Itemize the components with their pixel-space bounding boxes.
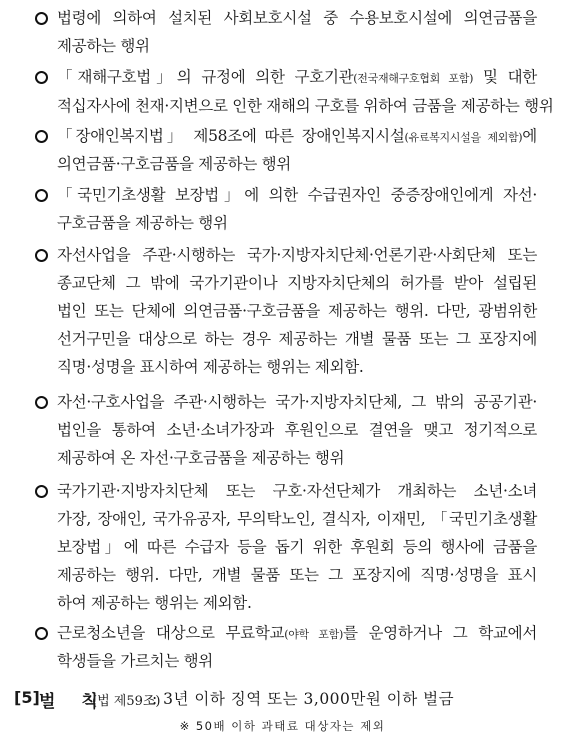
item-line: 하여 제공하는 행위는 제외함. (57, 594, 252, 612)
item-line: 「재해구호법」의 규정에 의한 구호기관(전국재해구호협회 포함) 및 대한 (57, 68, 537, 86)
law-reference: (법 제59조) (92, 694, 161, 709)
item-line: 구호금품을 제공하는 행위 (57, 214, 228, 232)
item-line: 법령에 의하여 설치된 사회보호시설 중 수용보호시설에 의연금품을 (57, 9, 537, 27)
circle-bullet-icon (35, 12, 48, 25)
item-line: 직명·성명을 표시하여 제공하는 행위는 제외함. (57, 358, 364, 376)
item-line: 「장애인복지법」 제58조에 따른 장애인복지시설(유료복지시설을 제외함)에 (57, 127, 537, 145)
item-line: 적십자사에 천재·지변으로 인한 재해의 구호를 위하여 금품을 제공하는 행위 (57, 97, 554, 115)
circle-bullet-icon (35, 130, 48, 143)
item-line: 제공하는 행위 (57, 37, 150, 55)
item-line: 선거구민을 대상으로 하는 경우 제공하는 개별 물품 또는 그 포장지에 (57, 330, 537, 348)
item-line: 가장, 장애인, 국가유공자, 무의탁노인, 결식자, 이재민, 「국민기초생활 (57, 510, 537, 528)
circle-bullet-icon (35, 249, 48, 262)
item-line: 법인을 통하여 소년·소녀가장과 후원인으로 결연을 맺고 정기적으로 (57, 421, 537, 439)
item-line: 자선·구호사업을 주관·시행하는 국가·지방자치단체, 그 밖의 공공기관· (57, 393, 537, 411)
item-line: 의연금품·구호금품을 제공하는 행위 (57, 155, 291, 173)
item-line: 자선사업을 주관·시행하는 국가·지방자치단체·언론기관·사회단체 또는 (57, 246, 537, 264)
circle-bullet-icon (35, 627, 48, 640)
penalty-title: 벌 칙 (39, 692, 108, 712)
item-line: 종교단체 그 밖에 국가기관이나 지방자치단체의 허가를 받아 설립된 (57, 274, 537, 292)
item-line: 「국민기초생활 보장법」에 의한 수급권자인 중증장애인에게 자선· (57, 186, 537, 204)
item-line: 보장법」에 따른 수급자 등을 돕기 위한 후원회 등의 행사에 금품을 (57, 538, 537, 556)
circle-bullet-icon (35, 189, 48, 202)
item-line: 제공하여 온 자선·구호금품을 제공하는 행위 (57, 449, 345, 467)
item-line: 법인 또는 단체에 의연금품·구호금품을 제공하는 행위. 다만, 광범위한 (57, 302, 537, 320)
circle-bullet-icon (35, 71, 48, 84)
item-line: 학생들을 가르치는 행위 (57, 652, 213, 670)
circle-bullet-icon (35, 485, 48, 498)
footnote: ※ 50배 이하 과태료 대상자는 제외 (179, 719, 386, 733)
item-line: 제공하는 행위. 다만, 개별 물품 또는 그 포장지에 직명·성명을 표시 (57, 566, 537, 584)
penalty-clause (0, 686, 565, 712)
circle-bullet-icon (35, 396, 48, 409)
section-number: [5] (14, 688, 40, 707)
item-line: 근로청소년을 대상으로 무료학교(야학 포함)를 운영하거나 그 학교에서 (57, 624, 538, 642)
item-line: 국가기관·지방자치단체 또는 구호·자선단체가 개최하는 소년·소녀 (57, 482, 537, 500)
penalty-text: : 3년 이하 징역 또는 3,000만원 이하 벌금 (152, 690, 455, 708)
